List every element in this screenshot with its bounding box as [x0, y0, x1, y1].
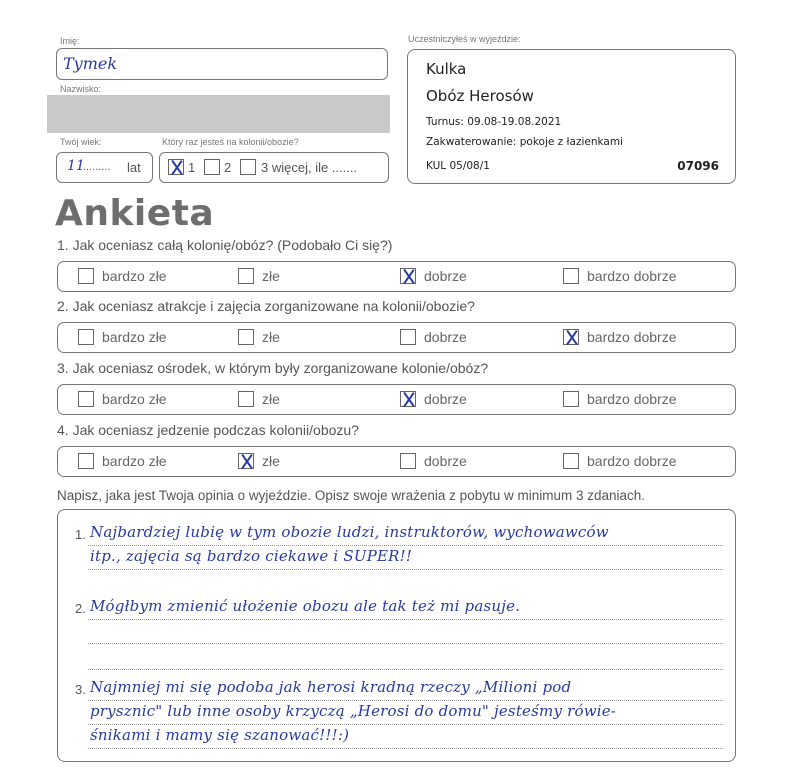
question-1-option-3[interactable]: [400, 268, 467, 284]
ktory-raz-3-label: 3 więcej, ile .......: [261, 160, 358, 175]
ktory-raz-field: [159, 152, 389, 183]
imie-value: Tymek: [63, 54, 118, 73]
camp-code: KUL 05/08/1: [426, 160, 490, 172]
checkbox[interactable]: [563, 329, 579, 345]
checkbox[interactable]: [78, 453, 94, 469]
checkbox[interactable]: [238, 329, 254, 345]
imie-field[interactable]: [56, 48, 388, 80]
question-1-option-2[interactable]: [238, 268, 280, 284]
ktory-raz-3-checkbox[interactable]: [240, 159, 256, 175]
opinion-line-3: Mógłbym zmienić ułożenie obozu ale tak też mi pasuje.: [90, 597, 521, 615]
opinion-rule: [88, 569, 723, 570]
option-label: bardzo złe: [102, 453, 167, 469]
option-label: złe: [262, 391, 280, 407]
opinion-line-6: śnikami i mamy się szanować!!!:): [90, 726, 350, 744]
checkbox[interactable]: [400, 453, 416, 469]
opinion-rule: [88, 700, 723, 701]
option-label: bardzo dobrze: [587, 329, 677, 345]
option-label: złe: [262, 329, 280, 345]
opinion-rule: [88, 748, 723, 749]
opinion-number-2: 2.: [75, 601, 86, 616]
page-title: Ankieta: [55, 193, 215, 234]
question-1-option-1[interactable]: [78, 268, 167, 284]
checkbox[interactable]: [78, 391, 94, 407]
camp-line2: Obóz Herosów: [426, 87, 534, 105]
question-1-text: 1. Jak oceniasz całą kolonię/obóz? (Podobało Ci się?): [57, 237, 393, 253]
wiek-unit: lat: [127, 160, 141, 175]
question-3-option-3[interactable]: [400, 391, 467, 407]
wiek-field[interactable]: [56, 152, 153, 183]
checkbox[interactable]: [400, 391, 416, 407]
option-label: dobrze: [424, 453, 467, 469]
opinion-number-1: 1.: [75, 527, 86, 542]
question-4-text: 4. Jak oceniasz jedzenie podczas kolonii/obozu?: [57, 422, 359, 438]
option-label: bardzo złe: [102, 268, 167, 284]
question-3-option-4[interactable]: [563, 391, 677, 407]
checkbox[interactable]: [238, 453, 254, 469]
question-1-answers: [57, 261, 736, 292]
question-2-option-4[interactable]: [563, 329, 677, 345]
question-4-option-2[interactable]: [238, 453, 280, 469]
imie-label: Imię:: [60, 36, 80, 46]
ktory-raz-1-checkbox[interactable]: [168, 159, 184, 175]
checkbox[interactable]: [400, 329, 416, 345]
option-label: bardzo złe: [102, 329, 167, 345]
camp-number: 07096: [677, 159, 719, 173]
checkbox[interactable]: [238, 391, 254, 407]
question-4-option-1[interactable]: [78, 453, 167, 469]
camp-turnus: Turnus: 09.08-19.08.2021: [426, 116, 562, 128]
opinion-prompt: Napisz, jaka jest Twoja opinia o wyjeździe. Opisz swoje wrażenia z pobytu w minimum 3 zdaniach.: [57, 488, 646, 503]
opinion-rule: [88, 643, 723, 644]
option-label: bardzo dobrze: [587, 453, 677, 469]
camp-line1: Kulka: [426, 60, 467, 78]
question-2-option-2[interactable]: [238, 329, 280, 345]
question-3-option-2[interactable]: [238, 391, 280, 407]
opinion-box[interactable]: [57, 509, 736, 762]
ktory-raz-2-checkbox[interactable]: [204, 159, 220, 175]
option-label: bardzo dobrze: [587, 268, 677, 284]
option-label: dobrze: [424, 391, 467, 407]
checkbox[interactable]: [563, 453, 579, 469]
question-1-option-4[interactable]: [563, 268, 677, 284]
opinion-line-4: Najmniej mi się podoba jak herosi kradną rzeczy „Milioni pod: [90, 678, 572, 696]
opinion-line-5: prysznic" lub inne osoby krzyczą „Herosi do domu" jesteśmy rówie-: [90, 702, 617, 720]
checkbox[interactable]: [238, 268, 254, 284]
ktory-raz-label: Który raz jesteś na kolonii/obozie?: [162, 137, 299, 147]
checkbox[interactable]: [78, 329, 94, 345]
opinion-rule: [88, 724, 723, 725]
question-3-answers: [57, 384, 736, 415]
question-2-option-1[interactable]: [78, 329, 167, 345]
opinion-number-3: 3.: [75, 682, 86, 697]
checkbox[interactable]: [78, 268, 94, 284]
option-label: złe: [262, 268, 280, 284]
option-label: dobrze: [424, 268, 467, 284]
opinion-line-1: Najbardziej lubię w tym obozie ludzi, instruktorów, wychowawców: [90, 523, 609, 541]
question-3-text: 3. Jak oceniasz ośrodek, w którym były zorganizowane kolonie/obóz?: [57, 360, 489, 376]
question-4-option-4[interactable]: [563, 453, 677, 469]
option-label: dobrze: [424, 329, 467, 345]
checkbox[interactable]: [400, 268, 416, 284]
question-3-option-1[interactable]: [78, 391, 167, 407]
opinion-rule: [88, 619, 723, 620]
question-2-answers: [57, 322, 736, 353]
nazwisko-redaction: [47, 95, 390, 133]
camp-info-box: [407, 49, 736, 184]
question-2-text: 2. Jak oceniasz atrakcje i zajęcia zorganizowane na kolonii/obozie?: [57, 298, 475, 314]
camp-label: Uczestniczyłeś w wyjeździe:: [408, 34, 521, 44]
ktory-raz-2-label: 2: [224, 160, 232, 175]
question-2-option-3[interactable]: [400, 329, 467, 345]
wiek-label: Twój wiek:: [60, 137, 102, 147]
checkbox[interactable]: [563, 391, 579, 407]
checkbox[interactable]: [563, 268, 579, 284]
wiek-value: 11: [67, 158, 85, 174]
question-4-answers: [57, 446, 736, 477]
option-label: bardzo dobrze: [587, 391, 677, 407]
opinion-rule: [88, 669, 723, 670]
nazwisko-label: Nazwisko:: [60, 84, 102, 94]
question-4-option-3[interactable]: [400, 453, 467, 469]
option-label: złe: [262, 453, 280, 469]
opinion-rule: [88, 545, 723, 546]
option-label: bardzo złe: [102, 391, 167, 407]
ktory-raz-1-label: 1: [188, 160, 196, 175]
camp-zakwaterowanie: Zakwaterowanie: pokoje z łazienkami: [426, 136, 623, 148]
wiek-dots: .........: [83, 161, 111, 173]
opinion-line-2: itp., zajęcia są bardzo ciekawe i SUPER!!: [90, 547, 413, 565]
